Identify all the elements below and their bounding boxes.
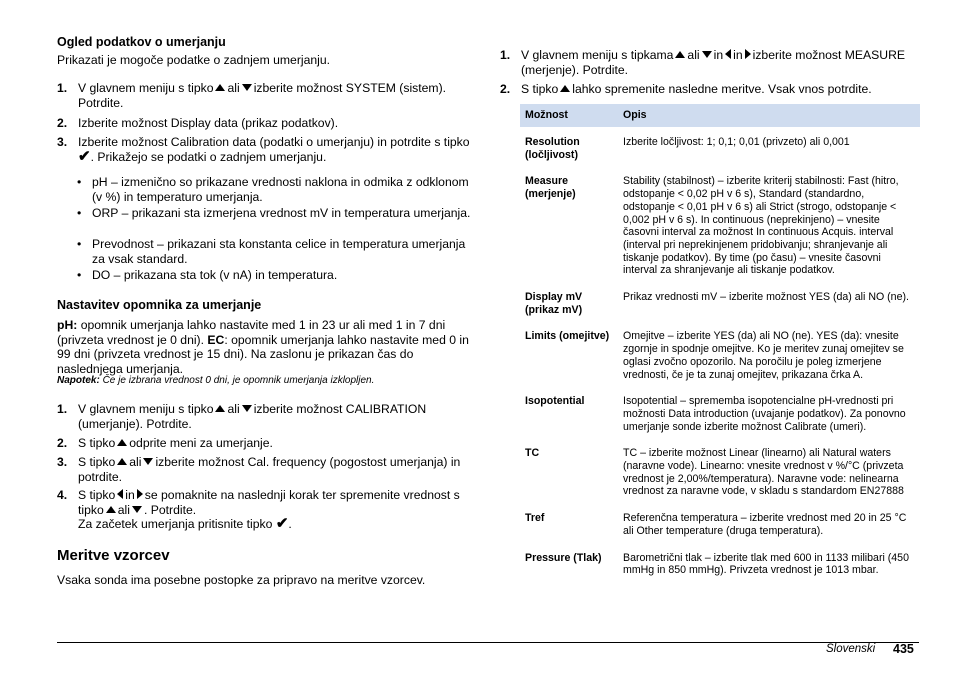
step-reminder-2: 2. S tipko odprite meni za umerjanje. [57, 436, 273, 450]
arrow-left-icon [117, 489, 123, 499]
arrow-up-icon [117, 458, 127, 465]
table-row: Display mV (prikaz mV) Prikaz vrednosti mV – izberite možnost YES (da) ali NO (ne). [525, 291, 909, 316]
check-icon: ✔ [78, 147, 91, 165]
step-reminder-4: 4. S tipko in se pomaknite na naslednji korak ter spremenite vrednost s tipko ali . Potrdite. Za začetek umerjanja pritisnite tipko ✔. [57, 488, 460, 532]
arrow-up-icon [560, 85, 570, 92]
table-header-row [520, 104, 920, 127]
bullet-conductivity: • Prevodnost – prikazani sta konstanta celice in temperatura umerjanja za vsak standard. [77, 237, 466, 266]
step-reminder-3: 3. S tipko ali izberite možnost Cal. frequency (pogostost umerjanja) in potrdite. [57, 455, 461, 484]
step-view-2: 2. Izberite možnost Display data (prikaz podatkov). [57, 116, 339, 130]
arrow-left-icon [725, 49, 731, 59]
arrow-down-icon [143, 458, 153, 465]
footer-divider [57, 642, 919, 643]
footer-language: Slovenski [826, 643, 876, 655]
arrow-down-icon [242, 405, 252, 412]
paragraph-view-intro: Prikazati je mogoče podatke o zadnjem umerjanju. [57, 53, 331, 67]
arrow-down-icon [702, 51, 712, 58]
arrow-right-icon [137, 489, 143, 499]
table-row: Measure (merjenje) Stability (stabilnost) – izberite kriterij stabilnosti: Fast (hitro, odstopanje < 0,02 pH v 6 s), Standard (standardno, odstopanje < 0,01 pH v 6 s) ali Strict (strogo, odstopanje < 0,002 pH v 6 s). In continuous (neprekinjeno) – vnesite časovni interval za možnost In continuous Acquis. interval (interval pri neprekinjenem pridobivanju; shranjevanje ali tiskanje podatkov). By time (po času) – vnesite časovni interval za shranjevanje ali tiskanje podatkov. [525, 175, 899, 277]
column-header-option: Možnost [520, 104, 618, 127]
table-row: Resolution (ločljivost) Izberite ločljivost: 1; 0,1; 0,01 (privzeto) ali 0,001 [525, 136, 850, 161]
arrow-up-icon [117, 439, 127, 446]
arrow-up-icon [215, 405, 225, 412]
measure-options-table [520, 104, 920, 582]
paragraph-measure: Vsaka sonda ima posebne postopke za pripravo na meritve vzorcev. [57, 573, 426, 587]
step-view-3: 3. Izberite možnost Calibration data (podatki o umerjanju) in potrdite s tipko ✔. Prikažejo se podatki o zadnjem umerjanju. [57, 135, 470, 165]
paragraph-reminder: pH: opomnik umerjanja lahko nastavite med 1 in 23 ur ali med 1 in 7 dni (privzeta vrednost je 0 dni). EC: opomnik umerjanja lahko nastavite med 0 in 99 dni (privzeta vrednost je 15 dni). Na zaslonu je prikazan čas do naslednjega umerjanja. [57, 318, 469, 376]
arrow-up-icon [106, 506, 116, 513]
arrow-right-icon [745, 49, 751, 59]
section-heading-calibration-data: Ogled podatkov o umerjanju [57, 35, 226, 49]
arrow-down-icon [242, 84, 252, 91]
bullet-orp: • ORP – prikazani sta izmerjena vrednost mV in temperatura umerjanja. [77, 206, 471, 220]
bullet-do: • DO – prikazana sta tok (v nA) in temperatura. [77, 268, 338, 282]
arrow-up-icon [215, 84, 225, 91]
table-row: Limits (omejitve) Omejitve – izberite YES (da) ali NO (ne). YES (da): vnesite zgornje in spodnje omejitve. Ko je meritev zunaj omejitev se oglasi zvočno opozorilo. Na poročilu je poleg izmerjene vrednosti, če je ta zunaj omejitev, prikazana črka A. [525, 330, 904, 381]
arrow-down-icon [132, 506, 142, 513]
bullet-ph: • pH – izmenično so prikazane vrednosti naklona in odmika z odklonom (v %) in temperaturo umerjanja. [77, 175, 469, 204]
check-icon: ✔ [275, 515, 289, 532]
note-reminder: Napotek: Če je izbrana vrednost 0 dni, je opomnik umerjanja izklopljen. [57, 375, 375, 386]
table-row: TC TC – izberite možnost Linear (linearno) ali Natural waters (naravne vode). Linearno: vnesite vrednost v %/°C (privzeta vrednost je 2,00%/temperatura). Naravne vode: nelinearna vrednost za naravne vode, v skladu s standardom EN27888 [525, 447, 904, 498]
section-heading-reminder: Nastavitev opomnika za umerjanje [57, 298, 262, 312]
page-number: 435 [893, 642, 914, 656]
section-heading-sample-measurements: Meritve vzorcev [57, 547, 170, 564]
table-row: Tref Referenčna temperatura – izberite vrednost med 20 in 25 °C ali Other temperature (druga temperatura). [525, 512, 907, 537]
arrow-up-icon [675, 51, 685, 58]
step-measure-2: 2. S tipko lahko spremenite nasledne meritve. Vsak vnos potrdite. [500, 82, 872, 96]
table-row: Isopotential Isopotential – sprememba isopotencialne pH-vrednosti pri možnosti Data introduction (uvajanje podatkov). Za ponovno umerjanje sonde izberite možnost Calibrate (umeri). [525, 395, 906, 433]
table-row: Pressure (Tlak) Barometrični tlak – izberite tlak med 600 in 1133 milibari (450 mmHg in 850 mmHg). Privzeta vrednost je 1013 mbar. [525, 551, 909, 577]
step-reminder-1: 1. V glavnem meniju s tipko ali izberite možnost CALIBRATION (umerjanje). Potrdite. [57, 402, 427, 431]
step-measure-1: 1. V glavnem meniju s tipkama ali in in izberite možnost MEASURE (merjenje). Potrdite. [500, 48, 906, 77]
column-header-description: Opis [618, 104, 920, 127]
step-view-1: 1. V glavnem meniju s tipko ali izberite možnost SYSTEM (sistem). Potrdite. [57, 81, 447, 110]
